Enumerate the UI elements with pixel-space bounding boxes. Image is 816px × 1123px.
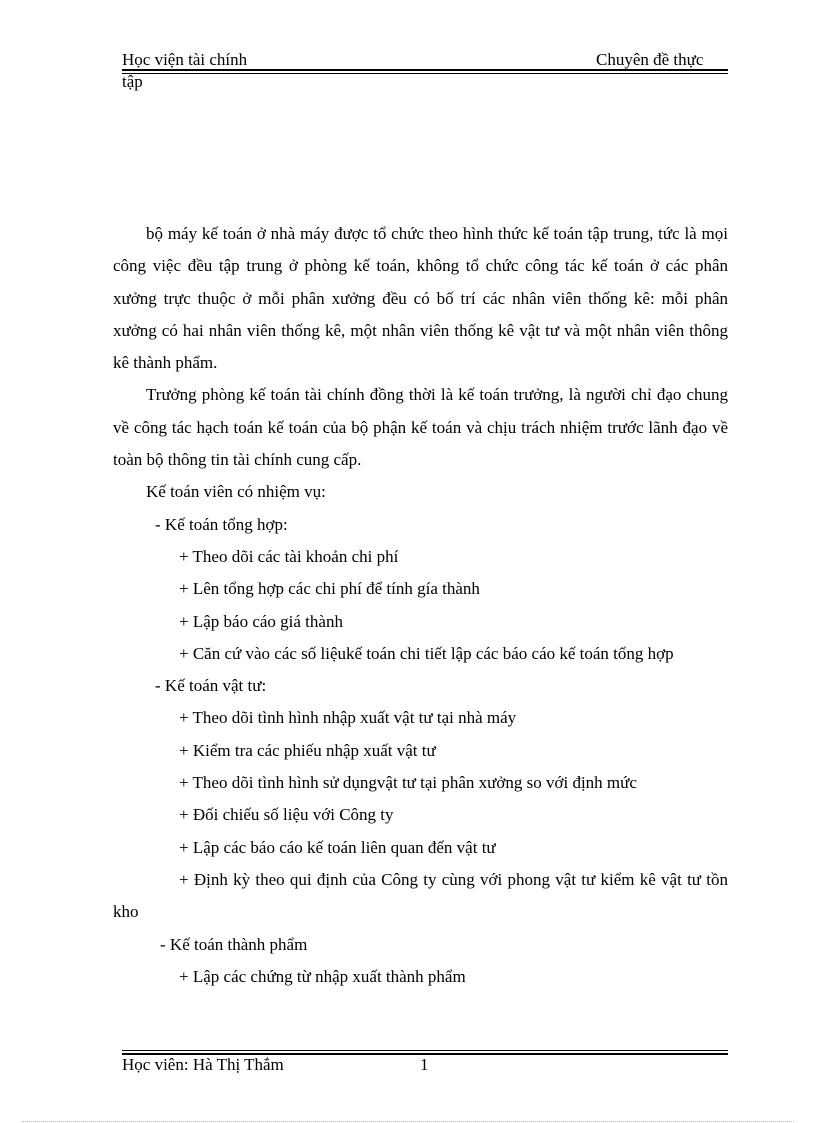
paragraph-organization: bộ máy kế toán ở nhà máy được tổ chức theo hình thức kế toán tập trung, tức là mọi công việc đều tập trung ở phòng kế toán, không tổ chức công tác kế toán ở các phân xưởng trực thuộc ở mỗi phân xưởng đều có bố trí các nhân viên thống kê: mỗi phân xưởng có hai nhân viên thống kê, một nhân viên thống kê vật tư và một nhân viên thông kê thành phẩm. — [113, 224, 728, 373]
section-general-accounting: - Kế toán tổng hợp: — [155, 514, 288, 534]
list-item: + Kiểm tra các phiếu nhập xuất vật tư — [179, 740, 436, 760]
list-item: + Theo dõi tình hình sử dụngvật tư tại phân xưởng so với định mức — [179, 773, 637, 793]
list-item: + Lập báo cáo giá thành — [179, 611, 343, 631]
list-item: + Đối chiếu số liệu với Công ty — [179, 805, 394, 825]
list-item: + Lập các báo cáo kế toán liên quan đến vật tư — [179, 837, 496, 857]
header-rule-thick — [122, 69, 728, 71]
header-school-name: Học viện tài chính — [122, 50, 248, 69]
document-body — [113, 218, 728, 993]
page-number: 1 — [420, 1055, 429, 1074]
list-item: + Căn cứ vào các số liệukế toán chi tiết lập các báo cáo kế toán tổng hợp — [179, 643, 674, 663]
header-rule-thin — [122, 73, 728, 74]
footer-student-name: Học viên: Hà Thị Thắm — [122, 1055, 284, 1074]
page-bottom-divider — [22, 1121, 794, 1122]
header-document-type: Chuyên đề thực — [596, 50, 704, 69]
list-item: + Định kỳ theo qui định của Công ty cùng với phong vật tư kiểm kê vật tư tồn kho — [113, 869, 728, 922]
header-document-type-continuation: tập — [122, 72, 143, 91]
list-item: + Lên tổng hợp các chi phí để tính gía thành — [179, 579, 480, 599]
section-finished-goods-accounting: - Kế toán thành phẩm — [160, 934, 308, 954]
list-item: + Theo dõi tình hình nhập xuất vật tư tại nhà máy — [179, 708, 517, 728]
footer-rule-thin — [122, 1050, 728, 1051]
section-materials-accounting: - Kế toán vật tư: — [155, 676, 267, 696]
paragraph-duties-intro: Kế toán viên có nhiệm vụ: — [146, 482, 326, 502]
paragraph-chief-accountant: Trưởng phòng kế toán tài chính đồng thời là kế toán trưởng, là người chỉ đạo chung về công tác hạch toán kế toán của bộ phận kế toán và chịu trách nhiệm trước lãnh đạo về toàn bộ thông tin tài chính cung cấp. — [113, 385, 728, 470]
list-item: + Lập các chứng từ nhập xuất thành phẩm — [179, 966, 466, 986]
list-item: + Theo dõi các tài khoản chi phí — [179, 546, 399, 566]
